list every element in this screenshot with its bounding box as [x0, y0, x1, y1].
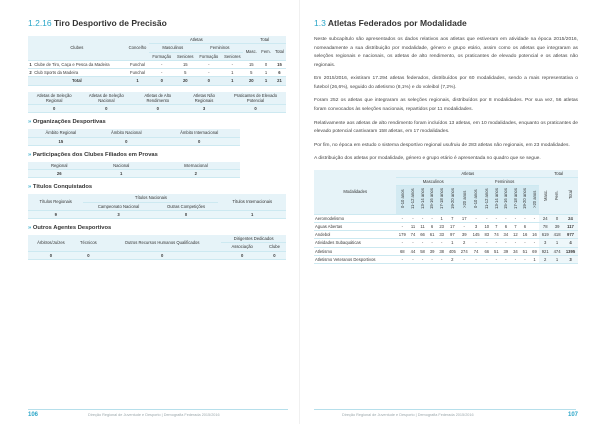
subsection-title-org — [28, 119, 286, 125]
th-femininos: Femininos — [196, 44, 243, 52]
total-cell: 3 — [563, 255, 578, 263]
th-outros-recursos: Outros Recursos Humanos Qualificados — [103, 235, 222, 251]
cell: - — [492, 255, 502, 263]
cell: 1 — [221, 69, 243, 77]
cell: 74 — [492, 231, 502, 239]
cell: 1 — [259, 69, 273, 77]
cell: 2 — [152, 170, 240, 178]
age-group-label: 17-18 anos — [512, 188, 518, 210]
total-cell: 1395 — [563, 247, 578, 255]
modalidade-name: Andebol — [314, 231, 396, 239]
footer-right — [300, 406, 600, 418]
table-row — [28, 210, 286, 218]
cell: 179 — [396, 231, 408, 239]
th-regional: Regional — [28, 162, 90, 170]
cell: 17 — [446, 222, 458, 230]
th-age-group — [501, 186, 511, 214]
age-group-label: 19-20 anos — [449, 188, 455, 210]
cell: 20 — [243, 77, 259, 85]
paragraph: Em 2015/2016, existiram 17.294 atletas federados, distribuídos por 60 modalidades, sendo a mais representativa o futebol (26,6%), seguido do atletismo (8,1%) e do voleibol (7,2%). — [314, 76, 578, 90]
total-cell: 24 — [539, 214, 551, 222]
cell: 69 — [530, 247, 540, 255]
cell: 1 — [530, 255, 540, 263]
table-row — [314, 247, 578, 255]
cell: - — [482, 239, 492, 247]
cell: - — [520, 239, 530, 247]
cell: 39 — [427, 247, 437, 255]
th-seniores-f: Seniores — [221, 52, 243, 60]
cell: 0 — [94, 137, 159, 145]
cell: 68 — [396, 247, 408, 255]
th-masculinos: Masculinos — [149, 44, 196, 52]
th-age-group — [511, 186, 521, 214]
th-clube: Clube — [263, 243, 286, 251]
th-dirigentes: Dirigentes Dedicados — [221, 235, 286, 243]
age-group-label: 11-12 anos — [410, 189, 416, 210]
cell: 0 — [154, 210, 219, 218]
cell: - — [482, 255, 492, 263]
th-age-group — [396, 186, 408, 214]
footer-rule — [314, 409, 576, 410]
total-cell: 78 — [539, 222, 551, 230]
cell: - — [520, 255, 530, 263]
total-cell: 4 — [563, 239, 578, 247]
cell: - — [501, 255, 511, 263]
th-femininos: Femininos — [470, 178, 539, 186]
cell: - — [396, 214, 408, 222]
cell: 23 — [437, 222, 447, 230]
subsection-title-agentes — [28, 225, 286, 231]
th-formacao-m: Formação — [149, 52, 174, 60]
cell: 1 — [259, 77, 273, 85]
th-formacao-f: Formação — [196, 52, 221, 60]
cell: 0 — [28, 251, 74, 259]
th-selecao-regional: Atletas de Seleção Regional — [28, 92, 80, 105]
cell: - — [470, 255, 482, 263]
cell: 1 — [221, 77, 243, 85]
cell: 5 — [174, 69, 196, 77]
cell: 34 — [511, 247, 521, 255]
section-title-tiro — [28, 18, 286, 28]
cell: 7 — [511, 222, 521, 230]
cell: - — [427, 239, 437, 247]
cell: - — [501, 214, 511, 222]
right-page — [300, 0, 600, 424]
cell: 1 — [437, 214, 447, 222]
cell: 1 — [90, 170, 152, 178]
th-vertical-label: Masc. — [542, 189, 548, 201]
cell: 58 — [418, 247, 428, 255]
modalidade-name: Atletismo — [314, 247, 396, 255]
section-title-text: Atletas Federados por Modalidade — [327, 18, 467, 28]
cell: 10 — [482, 222, 492, 230]
th-vertical-label: Total — [567, 190, 573, 200]
total-cell: 0 — [551, 214, 563, 222]
th-age-group — [470, 186, 482, 214]
th-age-group — [482, 186, 492, 214]
provas-table — [28, 162, 240, 179]
age-group-label: 0-10 anos — [399, 190, 405, 209]
footer-rule — [28, 409, 288, 410]
cell: 11 — [408, 222, 418, 230]
row-number: 1 — [29, 61, 32, 67]
total-row — [28, 77, 286, 85]
section-number: 1.3 — [314, 18, 326, 28]
cell: 1 — [218, 210, 286, 218]
cell: - — [396, 222, 408, 230]
cell: - — [396, 239, 408, 247]
cell: 0 — [28, 105, 80, 113]
th-total2: Total — [273, 44, 286, 61]
cell: - — [470, 239, 482, 247]
cell: 9 — [28, 210, 83, 218]
cell: 26 — [28, 170, 90, 178]
page-number: 107 — [567, 412, 578, 418]
cell: 0 — [103, 251, 222, 259]
total-cell: 921 — [539, 247, 551, 255]
section-title-text: Tiro Desportivo de Precisão — [54, 18, 167, 28]
cell: 0 — [132, 105, 183, 113]
footer-text: Direção Regional de Juventude e Desporto | Demografia Federada 2015/2016 — [342, 413, 474, 417]
arrow-icon: » — [28, 119, 32, 126]
th-arbitros: Árbitros/Juízes — [28, 235, 74, 251]
cell: 34 — [501, 231, 511, 239]
cell: 16 — [530, 231, 540, 239]
total-cell: 1 — [551, 239, 563, 247]
th-alto-rendimento: Atletas de Alto Rendimento — [132, 92, 183, 105]
age-group-label: 13-14 anos — [493, 188, 499, 210]
th-titulos-regionais: Títulos Regionais — [28, 194, 83, 210]
selection-table — [28, 92, 286, 114]
cell: 0 — [225, 105, 286, 113]
cell: - — [511, 239, 521, 247]
th-age-group — [418, 186, 428, 214]
table-row — [314, 239, 578, 247]
cell: - — [396, 255, 408, 263]
cell: 1 — [126, 77, 150, 85]
table-row — [28, 105, 286, 113]
section-title-atletas — [314, 18, 578, 28]
cell: 7 — [446, 214, 458, 222]
cell: 3 — [83, 210, 153, 218]
cell: - — [501, 239, 511, 247]
cell: - — [196, 69, 221, 77]
total-cell: 24 — [563, 214, 578, 222]
th-modalidades: Modalidades — [314, 170, 396, 214]
cell: 0 — [196, 77, 221, 85]
cell: 1 — [446, 239, 458, 247]
th-age-group — [408, 186, 418, 214]
table-row — [314, 222, 578, 230]
modalidade-name: Aguas Abertas — [314, 222, 396, 230]
th-titulos-internacionais: Títulos Internacionais — [218, 194, 286, 210]
total-cell: 2 — [539, 255, 551, 263]
club-name: Club Sports da Madeira — [33, 69, 126, 77]
cell: - — [437, 255, 447, 263]
th-age-group — [530, 186, 540, 214]
paragraph: Neste subcapítulo são apresentados os dados relativos aos atletas que estiveram em atividade na época 2015/2016, nomeadamente a sua distribuição por modalidade, género e grupo etário, assim como os atletas que integraram as seleções regionais e nacionais, os atletas de alto rendimento, os praticantes de elevado potencial e os atletas não regionais. — [314, 37, 578, 68]
cell: - — [418, 255, 428, 263]
cell: 0 — [149, 77, 174, 85]
th-titulos-nacionais: Títulos Nacionais — [83, 194, 218, 202]
modalidades-table — [314, 170, 578, 264]
th-masc: Masc. — [243, 44, 259, 61]
cell: 39 — [458, 231, 470, 239]
paragraph: Por fim, no época em estudo o sistema desportivo regional usufruiu de 283 atletas não regionais, em 23 modalidades. — [314, 142, 570, 148]
cell: - — [520, 214, 530, 222]
age-group-label: 19-20 anos — [522, 188, 528, 210]
th-ambito-nacional: Âmbito Nacional — [94, 129, 159, 137]
total-cell: 977 — [563, 231, 578, 239]
table-row — [28, 170, 240, 178]
th-ambito-regional: Âmbito Regional — [28, 129, 94, 137]
cell: 11 — [418, 222, 428, 230]
age-group-label: 11-12 anos — [484, 189, 490, 210]
th-masc — [539, 178, 551, 215]
th-nao-regionais: Atletas Não Regionais — [183, 92, 225, 105]
cell: 74 — [408, 231, 418, 239]
cell: 274 — [458, 247, 470, 255]
cell: - — [221, 60, 243, 68]
cell: - — [408, 255, 418, 263]
total-cell: 3 — [539, 239, 551, 247]
th-vertical-label: Fem. — [554, 190, 560, 201]
cell: 66 — [482, 247, 492, 255]
paragraph: Foram 252 os atletas que integraram as seleções regionais, distribuídos por 8 modalidades. Por sua vez, 56 atletas foram convocados às seleções nacionais, repartidos por 11 modalidades. — [314, 98, 578, 113]
th-tecnicos: Técnicos — [74, 235, 103, 251]
th-associacao: Associação — [221, 243, 263, 251]
th-selecao-nacional: Atletas de Seleção Nacional — [80, 92, 132, 105]
cell: Funchal — [126, 60, 150, 68]
footer-left — [0, 406, 300, 418]
cell: - — [470, 214, 482, 222]
table-row — [314, 214, 578, 222]
th-total2 — [563, 178, 578, 215]
cell: - — [427, 255, 437, 263]
cell: - — [149, 60, 174, 68]
cell: 0 — [221, 251, 263, 259]
paragraph: A distribuição dos atletas por modalidade, género e grupo etário é apresentada no quadro que se segue. — [314, 156, 541, 162]
cell: - — [418, 239, 428, 247]
cell: 0 — [74, 251, 103, 259]
th-fem: Fem. — [259, 44, 273, 61]
cell: 16 — [520, 231, 530, 239]
cell: 61 — [427, 231, 437, 239]
cell: 38 — [437, 247, 447, 255]
cell: 3 — [183, 105, 225, 113]
clubes-table — [28, 36, 286, 86]
cell: 83 — [482, 231, 492, 239]
age-group-label: 17-18 anos — [439, 188, 445, 210]
cell: - — [511, 255, 521, 263]
table-row — [314, 255, 578, 263]
cell: 6 — [501, 222, 511, 230]
cell: 3 — [470, 222, 482, 230]
subsection-title-text: Organizações Desportivas — [32, 119, 106, 126]
modalidade-name: Atividades Subaquáticas — [314, 239, 396, 247]
total-cell: 1 — [551, 255, 563, 263]
table-row — [28, 137, 240, 145]
th-outras-competicoes: Outras Competições — [154, 202, 219, 210]
age-group-label: 15-16 anos — [429, 188, 435, 210]
cell: 6 — [427, 222, 437, 230]
cell: 51 — [520, 247, 530, 255]
cell: - — [458, 222, 470, 230]
cell: - — [149, 69, 174, 77]
arrow-icon: » — [28, 184, 32, 191]
th-nacional: Nacional — [90, 162, 152, 170]
cell: 66 — [418, 231, 428, 239]
th-masculinos: Masculinos — [396, 178, 470, 186]
cell: 0 — [80, 105, 132, 113]
agentes-table — [28, 235, 286, 260]
age-group-label: 0-10 anos — [473, 190, 479, 209]
cell: - — [530, 214, 540, 222]
cell: 15 — [174, 60, 196, 68]
total-cell: 619 — [539, 231, 551, 239]
th-atletas: Atletas — [396, 170, 539, 178]
cell: - — [437, 239, 447, 247]
total-cell: 117 — [563, 222, 578, 230]
table-row — [28, 69, 286, 77]
cell: 0 — [263, 251, 286, 259]
th-total: Total — [539, 170, 578, 178]
cell: 44 — [408, 247, 418, 255]
subsection-title-provas — [28, 152, 286, 158]
th-age-group — [492, 186, 502, 214]
age-group-label: 15-16 anos — [503, 188, 509, 210]
cell: 6 — [520, 222, 530, 230]
th-fem — [551, 178, 563, 215]
cell: 2 — [446, 255, 458, 263]
cell: - — [196, 60, 221, 68]
cell: - — [482, 214, 492, 222]
cell: - — [530, 239, 540, 247]
subsection-title-titulos — [28, 184, 286, 190]
cell: 12 — [511, 231, 521, 239]
cell: 20 — [174, 77, 196, 85]
subsection-title-text: Outros Agentes Desportivos — [32, 225, 112, 231]
table-row — [314, 231, 578, 239]
total-label: Total — [28, 77, 126, 85]
cell: 33 — [437, 231, 447, 239]
th-total: Total — [243, 36, 286, 44]
cell: - — [427, 214, 437, 222]
age-group-label: >20 anos — [461, 190, 467, 209]
th-campeonato-nacional: Campeonato Nacional — [83, 202, 153, 210]
cell: 2 — [458, 239, 470, 247]
th-elevado-potencial: Praticantes de Elevado Potencial — [225, 92, 286, 105]
cell: Funchal — [126, 69, 150, 77]
age-group-label: 13-14 anos — [419, 188, 425, 210]
cell: - — [458, 255, 470, 263]
cell: - — [492, 214, 502, 222]
th-age-group — [446, 186, 458, 214]
th-seniores-m: Seniores — [174, 52, 196, 60]
table-row — [28, 251, 286, 259]
section-number: 1.2.16 — [28, 18, 52, 28]
cell: 39 — [501, 247, 511, 255]
cell: 405 — [446, 247, 458, 255]
cell: 5 — [243, 69, 259, 77]
th-concelho: Concelho — [126, 36, 150, 60]
th-clubes: Clubes — [28, 36, 126, 60]
cell: - — [408, 239, 418, 247]
total-cell: 474 — [551, 247, 563, 255]
th-age-group — [427, 186, 437, 214]
org-table — [28, 129, 240, 146]
arrow-icon: » — [28, 151, 32, 158]
cell: 15 — [243, 60, 259, 68]
cell: 15 — [28, 137, 94, 145]
page-number: 106 — [28, 412, 39, 418]
total-cell: 39 — [551, 222, 563, 230]
cell: 74 — [470, 247, 482, 255]
cell: - — [408, 214, 418, 222]
th-internacional: Internacional — [152, 162, 240, 170]
cell: - — [511, 214, 521, 222]
modalidade-name: Aeromodelismo — [314, 214, 396, 222]
footer-text: Direção Regional de Juventude e Desporto | Demografia Federada 2015/2016 — [88, 413, 220, 417]
th-age-group — [458, 186, 470, 214]
th-age-group — [437, 186, 447, 214]
cell: 0 — [259, 60, 273, 68]
cell: 145 — [470, 231, 482, 239]
age-group-label: >20 anos — [531, 190, 537, 209]
cell: 0 — [159, 137, 240, 145]
th-ambito-internacional: Âmbito Internacional — [159, 129, 240, 137]
th-age-group — [520, 186, 530, 214]
row-number: 2 — [29, 70, 32, 75]
cell: - — [418, 214, 428, 222]
cell: 17 — [458, 214, 470, 222]
th-atletas: Atletas — [149, 36, 243, 44]
cell: 15 — [273, 60, 286, 68]
titulos-table — [28, 194, 286, 219]
cell: 97 — [446, 231, 458, 239]
cell: - — [492, 239, 502, 247]
cell: 21 — [273, 77, 286, 85]
subsection-title-text: Títulos Conquistados — [32, 184, 93, 191]
cell: 6 — [273, 69, 286, 77]
cell: 7 — [492, 222, 502, 230]
subsection-title-text: Participações dos Clubes Filiados em Provas — [32, 151, 158, 158]
cell: 51 — [492, 247, 502, 255]
club-name: Clube de Tiro, Caça e Pesca da Madeira — [33, 60, 126, 68]
paragraph: Relativamente aos atletas de alto rendimento foram incluídos 13 atletas, em 10 modalidades, enquanto os praticantes de elevado potencial cantivaram 158 atletas, em 17 modalidades. — [314, 120, 578, 135]
modalidade-name: Atletismo Veteranos Desportivos — [314, 255, 396, 263]
total-cell: 418 — [551, 231, 563, 239]
cell — [530, 222, 540, 230]
table-row — [28, 60, 286, 68]
arrow-icon: » — [28, 225, 32, 231]
